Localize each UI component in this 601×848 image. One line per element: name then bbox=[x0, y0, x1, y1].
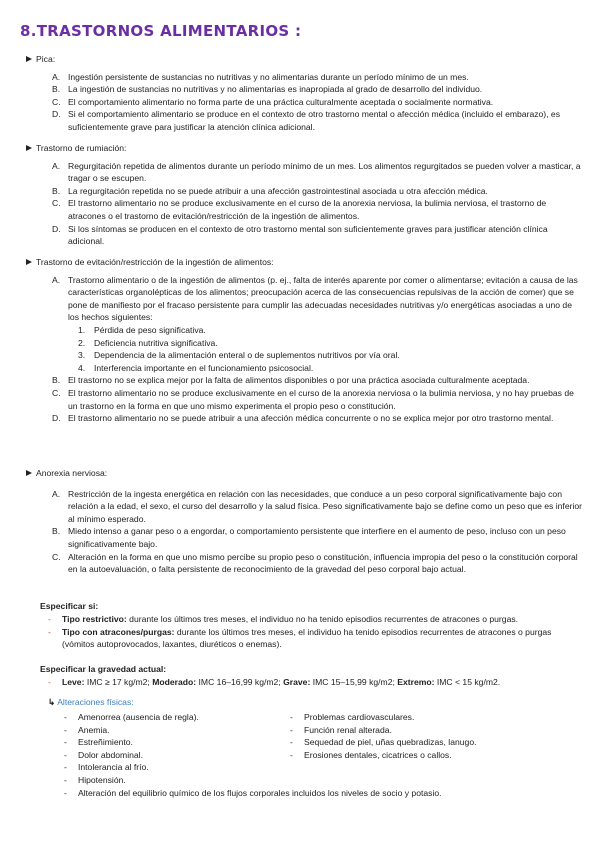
section-anorexia bbox=[24, 467, 584, 576]
section-heading: Trastorno de rumiación: bbox=[24, 142, 584, 155]
list-item: A. Ingestión persistente de sustancias no nutritivas y no alimentarias durante un período mínimo de un mes. bbox=[52, 71, 469, 82]
list-item: - Amenorrea (ausencia de regla). bbox=[64, 711, 584, 724]
list-item: B. El trastorno no se explica mejor por la falta de alimentos disponibles o por una práctica asociada culturalmente aceptada. bbox=[52, 375, 530, 386]
sub-list-item: 3. Dependencia de la alimentación enteral o de suplementos nutritivos por vía oral. bbox=[78, 350, 400, 361]
list-item: - Tipo restrictivo: durante los últimos tres meses, el individuo no ha tenido episodios recurrentes de atracones o purgas. bbox=[48, 614, 519, 624]
list-item: D. Si el comportamiento alimentario se produce en el contexto de otro trastorno mental o afección médica (incluido el embarazo), es suficientemente grave para justificar la atención clínica adicional. bbox=[52, 109, 561, 132]
list-item: D. Si los síntomas se producen en el contexto de otro trastorno mental son suficientemente graves para justificar atención clínica adicional. bbox=[52, 223, 548, 247]
list-item: B. La regurgitación repetida no se puede atribuir a una afección gastrointestinal asociada u otra afección médica. bbox=[52, 185, 488, 196]
sub-list-item: 1. Pérdida de peso significativa. bbox=[78, 324, 206, 335]
list-item: - Alteración del equilibrio químico de los flujos corporales incluidos los niveles de socio y potasio. bbox=[64, 787, 584, 800]
list-item: - Función renal alterada. bbox=[290, 724, 570, 737]
sub-list-item: 2. Deficiencia nutritiva significativa. bbox=[78, 337, 218, 348]
section-heading: Trastorno de evitación/restricción de la ingestión de alimentos: bbox=[24, 256, 584, 269]
gravedad-heading: Especificar la gravedad actual: bbox=[40, 664, 167, 674]
section-pica bbox=[24, 53, 584, 134]
list-item: - Problemas cardiovasculares. bbox=[290, 711, 570, 724]
arrow-icon: ↳ bbox=[48, 697, 56, 707]
list-item: - Sequedad de piel, uñas quebradizas, lanugo. bbox=[290, 736, 570, 749]
list-item: A. Restricción de la ingesta energética en relación con las necesidades, que conduce a un peso corporal significativamente bajo con relación a la edad, el sexo, el curso del desarrollo y la salud física. Peso significativamente bajo se define como un peso que es inferior al mínimo esperado. bbox=[52, 488, 583, 524]
list-item: A. Regurgitación repetida de alimentos durante un período mínimo de un mes. Los alimentos regurgitados se pueden volver a masticar, a tragar o se escupen. bbox=[52, 160, 581, 184]
list-item: A. Trastorno alimentario o de la ingestión de alimentos (p. ej., falta de interés aparente por comer o alimentarse; evitación a causa de las características organolépticas de los alimentos; preocupación acerca de las consecuencias repulsivas de la acción de comer) que se pone de manifiesto por el fracaso persistente para cumplir las adecuadas necesidades nutritivas y/o energéticas asociadas a uno de los hechos siguientes: bbox=[52, 274, 578, 323]
list-item: C. El trastorno alimentario no se produce exclusivamente en el curso de la anorexia nerviosa, la bulimia nerviosa, el trastorno de atracones o el trastorno de evitación/restricción de la ingestión de alimentos. bbox=[52, 198, 547, 221]
list-item: C. El trastorno alimentario no se produce exclusivamente en el curso de la anorexia nerviosa o la bulimia nerviosa, y no hay pruebas de un trastorno en la forma en que uno mismo experimenta el propio peso o constitución. bbox=[52, 387, 574, 411]
section-heading: Anorexia nerviosa: bbox=[24, 467, 584, 480]
section-evitacion bbox=[24, 256, 584, 425]
list-item: B. La ingestión de sustancias no nutritivas y no alimentarias es inapropiada al grado de desarrollo del individuo. bbox=[52, 84, 483, 95]
list-item: - Estreñimiento. bbox=[64, 736, 584, 749]
tipos-list bbox=[0, 613, 580, 651]
list-item: - Hipotensión. bbox=[64, 774, 584, 787]
list-item: C. Alteración en la forma en que uno mismo percibe su propio peso o constitución, influencia impropia del peso o la constitución corporal en la autoevaluación, o falta persistente de reconocimiento de la gravedad del peso corporal bajo actual. bbox=[52, 551, 578, 575]
section-rumiacion bbox=[24, 142, 584, 248]
alteraciones-heading: ↳ Alteraciones físicas: bbox=[48, 697, 134, 707]
list-item: - Erosiones dentales, cicatrices o callos. bbox=[290, 749, 570, 762]
page-title: 8.TRASTORNOS ALIMENTARIOS : bbox=[20, 22, 302, 40]
list-item: C. El comportamiento alimentario no forma parte de una práctica culturalmente aceptada o socialmente normativa. bbox=[52, 96, 494, 107]
list-item: D. El trastorno alimentario no se puede atribuir a una afección médica concurrente o no se explica mejor por otro trastorno mental. bbox=[52, 413, 554, 424]
gravedad-line: - Leve: IMC ≥ 17 kg/m2; Moderado: IMC 16–16,99 kg/m2; Grave: IMC 15–15,99 kg/m2; Extremo: IMC < 15 kg/m2. bbox=[48, 677, 501, 687]
list-item: - Intolerancia al frío. bbox=[64, 761, 584, 774]
fisicas-right-list bbox=[290, 711, 570, 761]
list-item: B. Miedo intenso a ganar peso o a engordar, o comportamiento persistente que interfiere en el aumento de peso, incluso con un peso significativamente bajo. bbox=[52, 526, 566, 549]
list-item: - Dolor abdominal. bbox=[64, 749, 584, 762]
especificar-heading: Especificar si: bbox=[40, 601, 99, 611]
section-heading: Pica: bbox=[24, 53, 584, 66]
list-item: - Anemia. bbox=[64, 724, 584, 737]
list-item: - Tipo con atracones/purgas: durante los últimos tres meses, el individuo ha tenido episodios recurrentes de atracones o purgas (vómitos autoprovocados, laxantes, diuréticos o enemas). bbox=[48, 626, 552, 650]
sub-list-item: 4. Interferencia importante en el funcionamiento psicosocial. bbox=[78, 362, 314, 373]
